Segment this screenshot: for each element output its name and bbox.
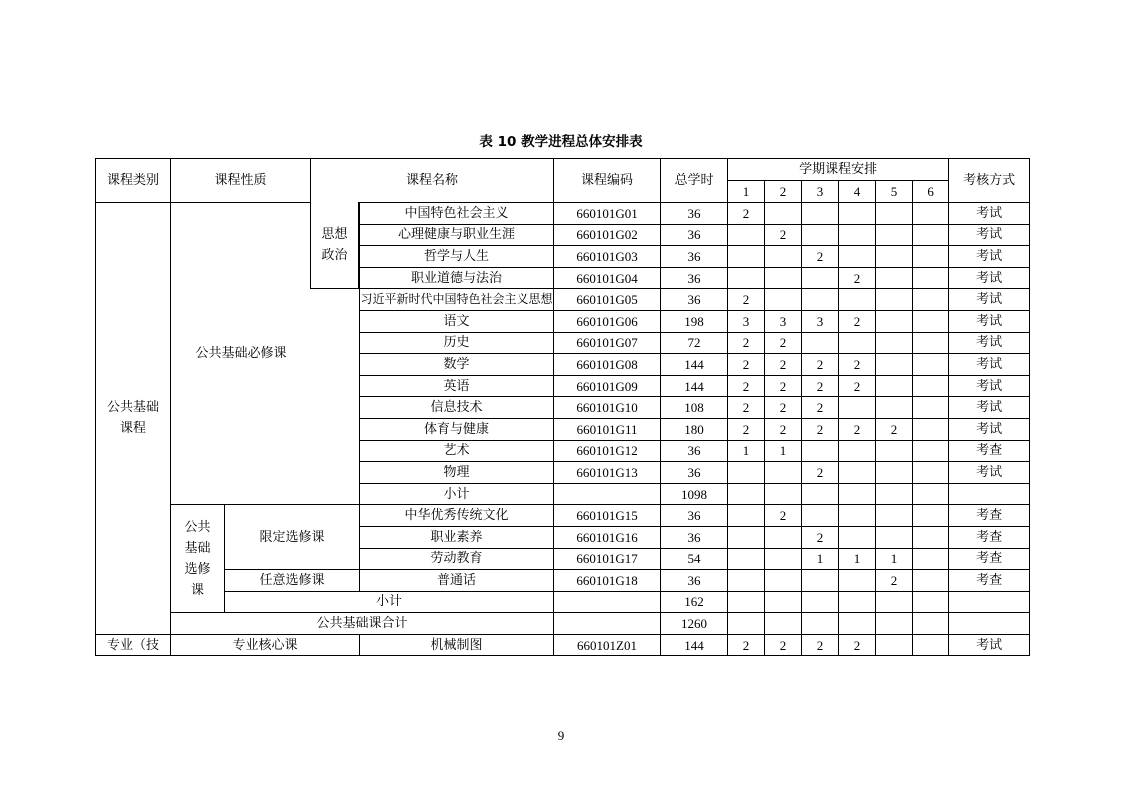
semester-cell: 2 <box>765 418 802 440</box>
course-hours: 36 <box>661 462 728 484</box>
exam-method: 考试 <box>949 332 1030 354</box>
course-hours: 72 <box>661 332 728 354</box>
semester-cell: 2 <box>728 203 765 225</box>
semester-cell <box>728 267 765 289</box>
semester-cell <box>913 397 949 419</box>
course-hours: 144 <box>661 354 728 376</box>
semester-cell: 2 <box>802 354 839 376</box>
group-professional: 专业（技 <box>96 634 171 656</box>
semester-cell <box>913 613 949 635</box>
course-name: 数学 <box>360 354 554 376</box>
course-name: 小计 <box>360 483 554 505</box>
group-limited-elective: 限定选修课 <box>225 505 360 570</box>
course-hours: 162 <box>661 591 728 613</box>
course-hours: 36 <box>661 246 728 268</box>
exam-method: 考试 <box>949 224 1030 246</box>
semester-cell <box>876 375 913 397</box>
course-name: 普通话 <box>360 570 554 592</box>
semester-cell: 2 <box>839 375 876 397</box>
semester-cell <box>839 224 876 246</box>
semester-cell <box>913 246 949 268</box>
semester-cell <box>765 613 802 635</box>
semester-cell: 2 <box>839 267 876 289</box>
semester-cell <box>913 462 949 484</box>
course-name: 中华优秀传统文化 <box>360 505 554 527</box>
semester-cell: 2 <box>802 462 839 484</box>
course-name: 机械制图 <box>360 634 554 656</box>
course-code: 660101G06 <box>554 310 661 332</box>
table-title: 表 10 教学进程总体安排表 <box>479 134 643 150</box>
header-category: 课程类别 <box>96 159 171 203</box>
course-hours: 36 <box>661 267 728 289</box>
exam-method: 考查 <box>949 526 1030 548</box>
schedule-table <box>95 158 1030 656</box>
semester-cell: 1 <box>876 548 913 570</box>
course-hours: 36 <box>661 203 728 225</box>
semester-cell <box>728 483 765 505</box>
exam-method <box>949 591 1030 613</box>
exam-method: 考试 <box>949 418 1030 440</box>
course-code: 660101G17 <box>554 548 661 570</box>
semester-cell: 2 <box>728 289 765 311</box>
semester-cell <box>802 440 839 462</box>
semester-cell <box>876 267 913 289</box>
semester-cell <box>913 267 949 289</box>
table-row <box>96 505 1030 527</box>
semester-cell: 2 <box>728 397 765 419</box>
semester-cell <box>839 246 876 268</box>
group-free-elective: 任意选修课 <box>225 570 360 592</box>
course-code: 660101G03 <box>554 246 661 268</box>
semester-cell: 2 <box>765 375 802 397</box>
semester-cell <box>839 613 876 635</box>
semester-cell <box>839 526 876 548</box>
semester-cell <box>728 246 765 268</box>
semester-cell: 2 <box>765 332 802 354</box>
course-hours: 1260 <box>661 613 728 635</box>
exam-method: 考试 <box>949 462 1030 484</box>
semester-cell <box>876 203 913 225</box>
group-public-elective: 公共基础选修课 <box>171 505 225 613</box>
course-code: 660101G07 <box>554 332 661 354</box>
course-name: 习近平新时代中国特色社会主义思想 <box>360 289 554 311</box>
semester-cell: 2 <box>802 397 839 419</box>
semester-cell <box>876 397 913 419</box>
semester-cell: 2 <box>765 354 802 376</box>
semester-cell: 2 <box>802 526 839 548</box>
semester-cell <box>765 570 802 592</box>
semester-cell <box>802 570 839 592</box>
semester-cell <box>839 591 876 613</box>
course-name: 劳动教育 <box>360 548 554 570</box>
exam-method: 考试 <box>949 634 1030 656</box>
semester-cell <box>876 462 913 484</box>
semester-cell <box>728 224 765 246</box>
semester-cell: 2 <box>765 634 802 656</box>
semester-cell <box>765 591 802 613</box>
course-code: 660101G08 <box>554 354 661 376</box>
semester-cell: 2 <box>728 332 765 354</box>
semester-cell <box>802 203 839 225</box>
course-code: 660101G05 <box>554 289 661 311</box>
header-semester-3: 3 <box>802 181 839 203</box>
exam-method: 考试 <box>949 267 1030 289</box>
semester-cell <box>876 289 913 311</box>
semester-cell: 1 <box>802 548 839 570</box>
semester-cell <box>802 505 839 527</box>
semester-cell <box>913 203 949 225</box>
semester-cell <box>802 267 839 289</box>
semester-cell: 2 <box>839 634 876 656</box>
course-code: 660101Z01 <box>554 634 661 656</box>
semester-cell: 2 <box>802 634 839 656</box>
header-semester-4: 4 <box>839 181 876 203</box>
semester-cell <box>876 354 913 376</box>
semester-cell: 3 <box>802 310 839 332</box>
semester-cell <box>728 505 765 527</box>
semester-cell <box>802 289 839 311</box>
exam-method <box>949 483 1030 505</box>
semester-cell <box>913 526 949 548</box>
semester-cell <box>839 483 876 505</box>
semester-cell <box>876 613 913 635</box>
semester-cell <box>913 505 949 527</box>
exam-method: 考试 <box>949 310 1030 332</box>
semester-cell <box>913 418 949 440</box>
exam-method: 考试 <box>949 397 1030 419</box>
header-semester-1: 1 <box>728 181 765 203</box>
semester-cell: 2 <box>728 354 765 376</box>
course-code: 660101G12 <box>554 440 661 462</box>
semester-cell: 2 <box>839 310 876 332</box>
semester-cell <box>839 570 876 592</box>
semester-cell: 2 <box>876 418 913 440</box>
semester-cell <box>765 203 802 225</box>
semester-cell: 2 <box>728 418 765 440</box>
semester-cell <box>765 548 802 570</box>
semester-cell: 1 <box>728 440 765 462</box>
header-hours: 总学时 <box>661 159 728 203</box>
semester-cell <box>913 332 949 354</box>
exam-method: 考试 <box>949 246 1030 268</box>
course-code: 660101G10 <box>554 397 661 419</box>
semester-cell <box>876 483 913 505</box>
course-code: 660101G04 <box>554 267 661 289</box>
course-name: 心理健康与职业生涯 <box>360 224 554 246</box>
semester-cell <box>913 310 949 332</box>
course-code <box>554 591 661 613</box>
semester-cell <box>876 526 913 548</box>
header-row-1 <box>96 159 1030 181</box>
semester-cell <box>913 224 949 246</box>
semester-cell <box>728 526 765 548</box>
semester-cell <box>839 397 876 419</box>
course-name: 英语 <box>360 375 554 397</box>
course-code: 660101G11 <box>554 418 661 440</box>
total-row <box>96 613 1030 635</box>
course-name: 小计 <box>225 591 554 613</box>
exam-method: 考试 <box>949 203 1030 225</box>
semester-cell <box>913 591 949 613</box>
semester-cell <box>876 505 913 527</box>
page-number: 9 <box>557 728 565 743</box>
course-hours: 144 <box>661 375 728 397</box>
header-nature: 课程性质 <box>171 159 311 203</box>
course-name: 公共基础课合计 <box>171 613 554 635</box>
semester-cell <box>876 224 913 246</box>
semester-cell <box>913 548 949 570</box>
semester-cell <box>839 505 876 527</box>
header-exam: 考核方式 <box>949 159 1030 203</box>
course-hours: 180 <box>661 418 728 440</box>
header-semester-5: 5 <box>876 181 913 203</box>
course-code: 660101G16 <box>554 526 661 548</box>
semester-cell: 2 <box>876 570 913 592</box>
course-hours: 1098 <box>661 483 728 505</box>
exam-method: 考试 <box>949 289 1030 311</box>
course-name: 信息技术 <box>360 397 554 419</box>
semester-cell <box>913 570 949 592</box>
semester-cell <box>876 246 913 268</box>
table-row <box>96 634 1030 656</box>
semester-cell <box>876 634 913 656</box>
semester-cell: 3 <box>728 310 765 332</box>
course-hours: 108 <box>661 397 728 419</box>
semester-cell: 1 <box>839 548 876 570</box>
semester-cell <box>839 462 876 484</box>
header-semester-2: 2 <box>765 181 802 203</box>
course-name: 哲学与人生 <box>360 246 554 268</box>
semester-cell <box>876 310 913 332</box>
header-semester: 学期课程安排 <box>728 159 949 181</box>
course-name: 职业道德与法治 <box>360 267 554 289</box>
semester-cell: 2 <box>802 375 839 397</box>
course-hours: 36 <box>661 505 728 527</box>
semester-cell <box>876 591 913 613</box>
course-code: 660101G02 <box>554 224 661 246</box>
exam-method <box>949 613 1030 635</box>
semester-cell <box>839 203 876 225</box>
semester-cell <box>802 591 839 613</box>
course-code: 660101G15 <box>554 505 661 527</box>
semester-cell: 2 <box>839 354 876 376</box>
semester-cell <box>802 613 839 635</box>
group-professional-core: 专业核心课 <box>171 634 360 656</box>
exam-method: 考查 <box>949 570 1030 592</box>
semester-cell: 3 <box>765 310 802 332</box>
course-hours: 36 <box>661 440 728 462</box>
table-row <box>96 570 1030 592</box>
semester-cell: 2 <box>802 418 839 440</box>
course-name: 艺术 <box>360 440 554 462</box>
semester-cell <box>728 613 765 635</box>
semester-cell <box>728 462 765 484</box>
semester-cell <box>839 440 876 462</box>
semester-cell <box>913 483 949 505</box>
semester-cell <box>802 224 839 246</box>
course-hours: 36 <box>661 289 728 311</box>
semester-cell <box>913 440 949 462</box>
semester-cell: 2 <box>728 634 765 656</box>
course-hours: 198 <box>661 310 728 332</box>
semester-cell: 1 <box>765 440 802 462</box>
semester-cell <box>765 462 802 484</box>
semester-cell <box>728 570 765 592</box>
semester-cell <box>913 634 949 656</box>
header-code: 课程编码 <box>554 159 661 203</box>
course-name: 物理 <box>360 462 554 484</box>
exam-method: 考查 <box>949 505 1030 527</box>
course-code: 660101G01 <box>554 203 661 225</box>
semester-cell <box>913 375 949 397</box>
course-name: 语文 <box>360 310 554 332</box>
course-name: 历史 <box>360 332 554 354</box>
exam-method: 考试 <box>949 354 1030 376</box>
semester-cell: 2 <box>728 375 765 397</box>
semester-cell: 2 <box>765 505 802 527</box>
semester-cell <box>876 440 913 462</box>
semester-cell <box>876 332 913 354</box>
semester-cell <box>765 526 802 548</box>
group-public-basic: 公共基础课程 <box>96 203 171 635</box>
course-code: 660101G18 <box>554 570 661 592</box>
exam-method: 考试 <box>949 375 1030 397</box>
course-name: 体育与健康 <box>360 418 554 440</box>
course-code: 660101G13 <box>554 462 661 484</box>
semester-cell <box>765 246 802 268</box>
group-ideology: 思想政治 <box>310 202 359 289</box>
semester-cell <box>728 591 765 613</box>
semester-cell <box>765 289 802 311</box>
semester-cell <box>728 548 765 570</box>
semester-cell <box>765 267 802 289</box>
semester-cell <box>913 289 949 311</box>
header-name: 课程名称 <box>311 159 554 203</box>
exam-method: 考查 <box>949 548 1030 570</box>
course-hours: 144 <box>661 634 728 656</box>
group-public-required: 公共基础必修课 <box>171 203 360 505</box>
semester-cell <box>839 332 876 354</box>
exam-method: 考查 <box>949 440 1030 462</box>
course-hours: 36 <box>661 224 728 246</box>
table-row <box>96 203 1030 225</box>
course-hours: 54 <box>661 548 728 570</box>
semester-cell: 2 <box>765 224 802 246</box>
course-code <box>554 483 661 505</box>
semester-cell: 2 <box>802 246 839 268</box>
course-code <box>554 613 661 635</box>
semester-cell <box>802 332 839 354</box>
course-code: 660101G09 <box>554 375 661 397</box>
semester-cell <box>913 354 949 376</box>
semester-cell <box>765 483 802 505</box>
subtotal-row <box>96 591 1030 613</box>
header-semester-6: 6 <box>913 181 949 203</box>
semester-cell <box>839 289 876 311</box>
semester-cell: 2 <box>765 397 802 419</box>
course-hours: 36 <box>661 526 728 548</box>
course-hours: 36 <box>661 570 728 592</box>
course-name: 中国特色社会主义 <box>360 203 554 225</box>
course-name: 职业素养 <box>360 526 554 548</box>
semester-cell: 2 <box>839 418 876 440</box>
semester-cell <box>802 483 839 505</box>
